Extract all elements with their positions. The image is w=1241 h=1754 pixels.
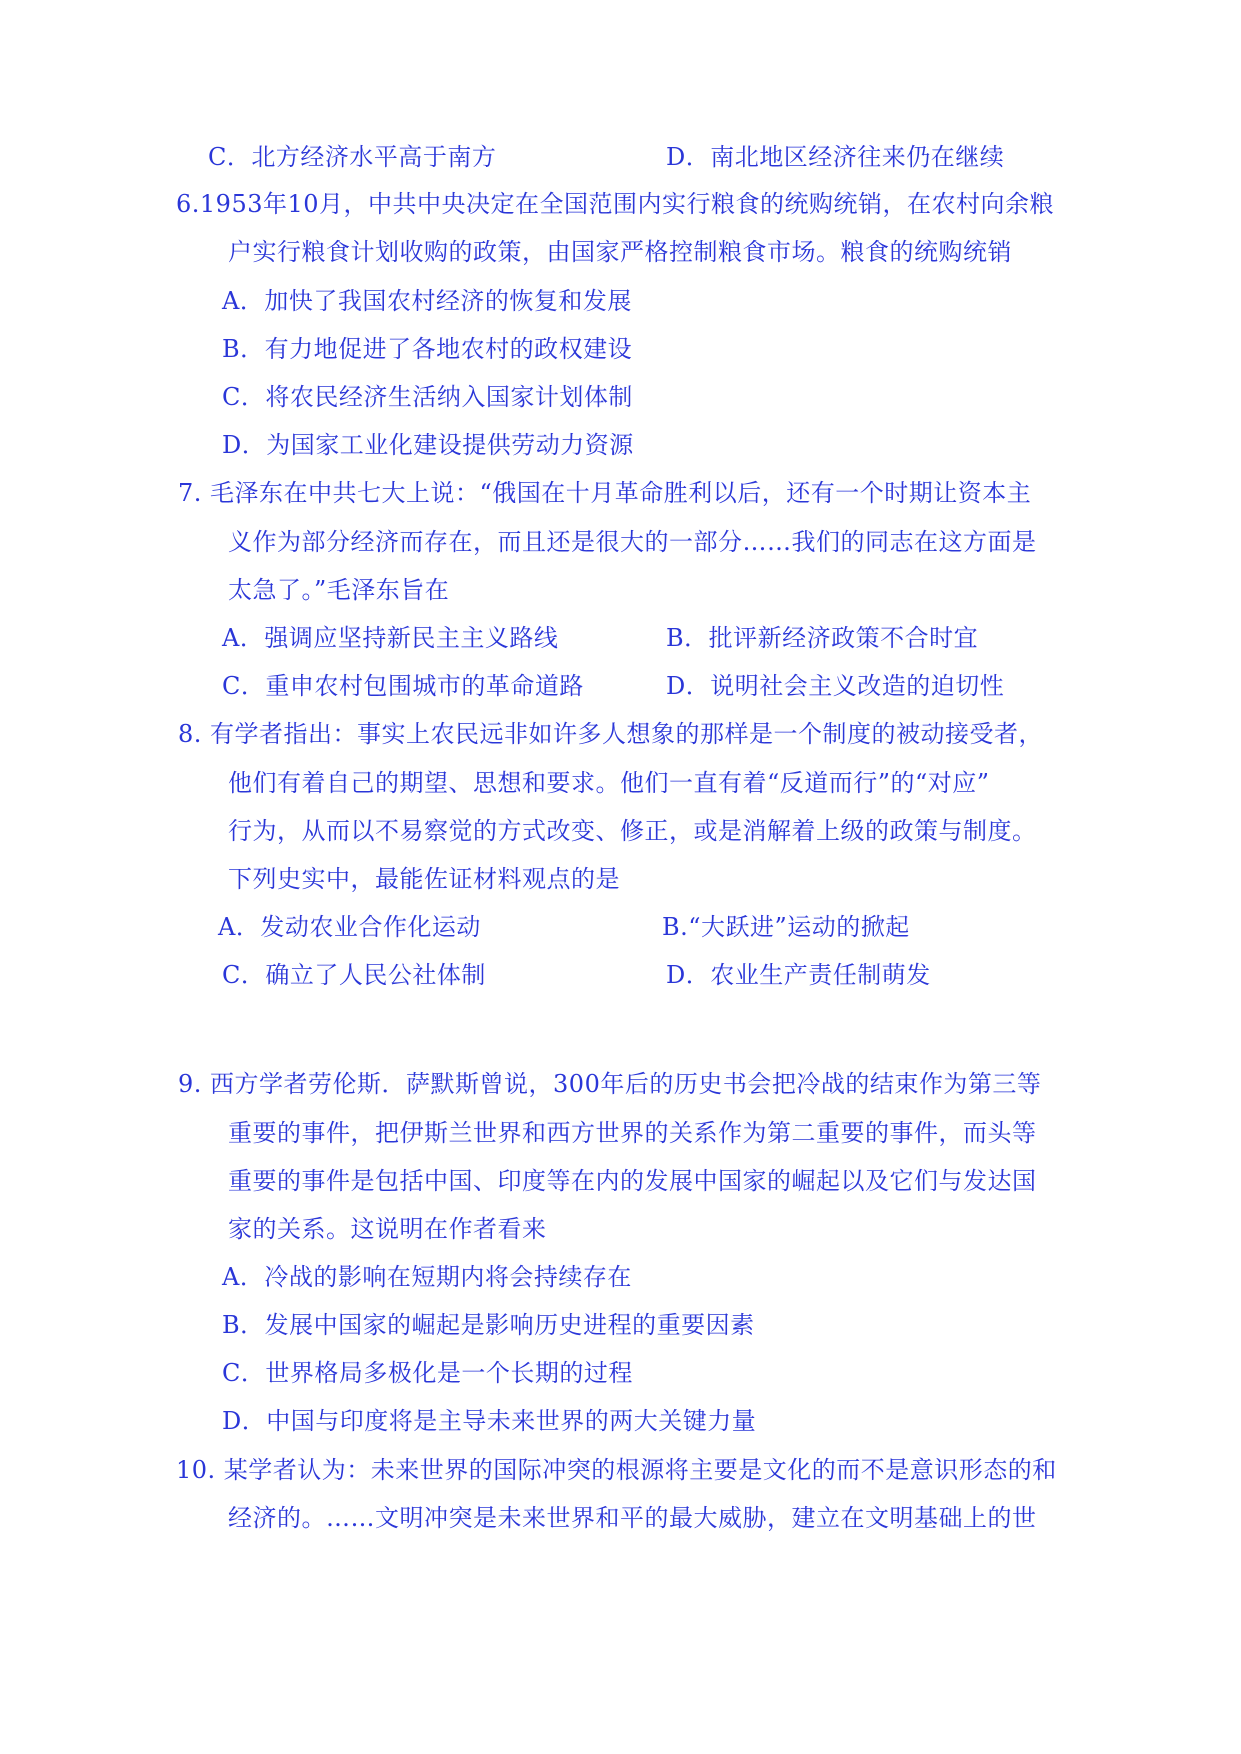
q6-option-d: D．为国家工业化建设提供劳动力资源 bbox=[222, 431, 634, 459]
q6-stem-line-1: 6.1953年10月，中共中央决定在全国范围内实行粮食的统购统销，在农村向余粮 bbox=[176, 190, 1055, 218]
q6-stem-line-2: 户实行粮食计划收购的政策，由国家严格控制粮食市场。粮食的统购统销 bbox=[228, 238, 1012, 266]
q9-stem-line-4: 家的关系。这说明在作者看来 bbox=[228, 1215, 547, 1243]
q9-option-d: D．中国与印度将是主导未来世界的两大关键力量 bbox=[222, 1407, 757, 1435]
q10-stem-line-2: 经济的。……文明冲突是未来世界和平的最大威胁，建立在文明基础上的世 bbox=[228, 1504, 1037, 1532]
q9-stem-line-2: 重要的事件，把伊斯兰世界和西方世界的关系作为第二重要的事件，而头等 bbox=[228, 1119, 1037, 1147]
q5-option-c: C．北方经济水平高于南方 bbox=[208, 143, 497, 171]
q9-option-b: B．发展中国家的崛起是影响历史进程的重要因素 bbox=[222, 1311, 755, 1339]
q6-option-a: A．加快了我国农村经济的恢复和发展 bbox=[222, 287, 632, 315]
q8-option-a: A．发动农业合作化运动 bbox=[218, 913, 481, 941]
q6-option-c: C．将农民经济生活纳入国家计划体制 bbox=[222, 383, 633, 411]
q9-stem-line-1: 9. 西方学者劳伦斯．萨默斯曾说，300年后的历史书会把冷战的结束作为第三等 bbox=[178, 1070, 1042, 1098]
q7-option-b: B．批评新经济政策不合时宜 bbox=[666, 624, 979, 652]
q8-option-d: D．农业生产责任制萌发 bbox=[666, 961, 931, 989]
q7-option-a: A．强调应坚持新民主主义路线 bbox=[222, 624, 559, 652]
q7-stem-line-1: 7. 毛泽东在中共七大上说：“俄国在十月革命胜利以后，还有一个时期让资本主 bbox=[178, 479, 1032, 507]
q8-stem-line-3: 行为，从而以不易察觉的方式改变、修正，或是消解着上级的政策与制度。 bbox=[228, 817, 1037, 845]
q8-stem-line-1: 8. 有学者指出：事实上农民远非如许多人想象的那样是一个制度的被动接受者， bbox=[178, 720, 1044, 748]
q7-stem-line-3: 太急了。”毛泽东旨在 bbox=[228, 576, 450, 604]
q9-option-a: A．冷战的影响在短期内将会持续存在 bbox=[222, 1263, 632, 1291]
q8-option-b: B.“大跃进”运动的掀起 bbox=[662, 913, 910, 941]
q8-option-c: C．确立了人民公社体制 bbox=[222, 961, 486, 989]
q9-option-c: C．世界格局多极化是一个长期的过程 bbox=[222, 1359, 633, 1387]
q7-option-d: D．说明社会主义改造的迫切性 bbox=[666, 672, 1005, 700]
q8-stem-line-2: 他们有着自己的期望、思想和要求。他们一直有着“反道而行”的“对应” bbox=[228, 769, 990, 797]
q10-stem-line-1: 10. 某学者认为：未来世界的国际冲突的根源将主要是文化的而不是意识形态的和 bbox=[176, 1456, 1057, 1484]
q7-option-c: C．重申农村包围城市的革命道路 bbox=[222, 672, 584, 700]
q9-stem-line-3: 重要的事件是包括中国、印度等在内的发展中国家的崛起以及它们与发达国 bbox=[228, 1167, 1037, 1195]
q5-option-d: D．南北地区经济往来仍在继续 bbox=[666, 143, 1005, 171]
q6-option-b: B．有力地促进了各地农村的政权建设 bbox=[222, 335, 633, 363]
q8-stem-line-4: 下列史实中，最能佐证材料观点的是 bbox=[228, 865, 620, 893]
q7-stem-line-2: 义作为部分经济而存在，而且还是很大的一部分……我们的同志在这方面是 bbox=[228, 528, 1037, 556]
